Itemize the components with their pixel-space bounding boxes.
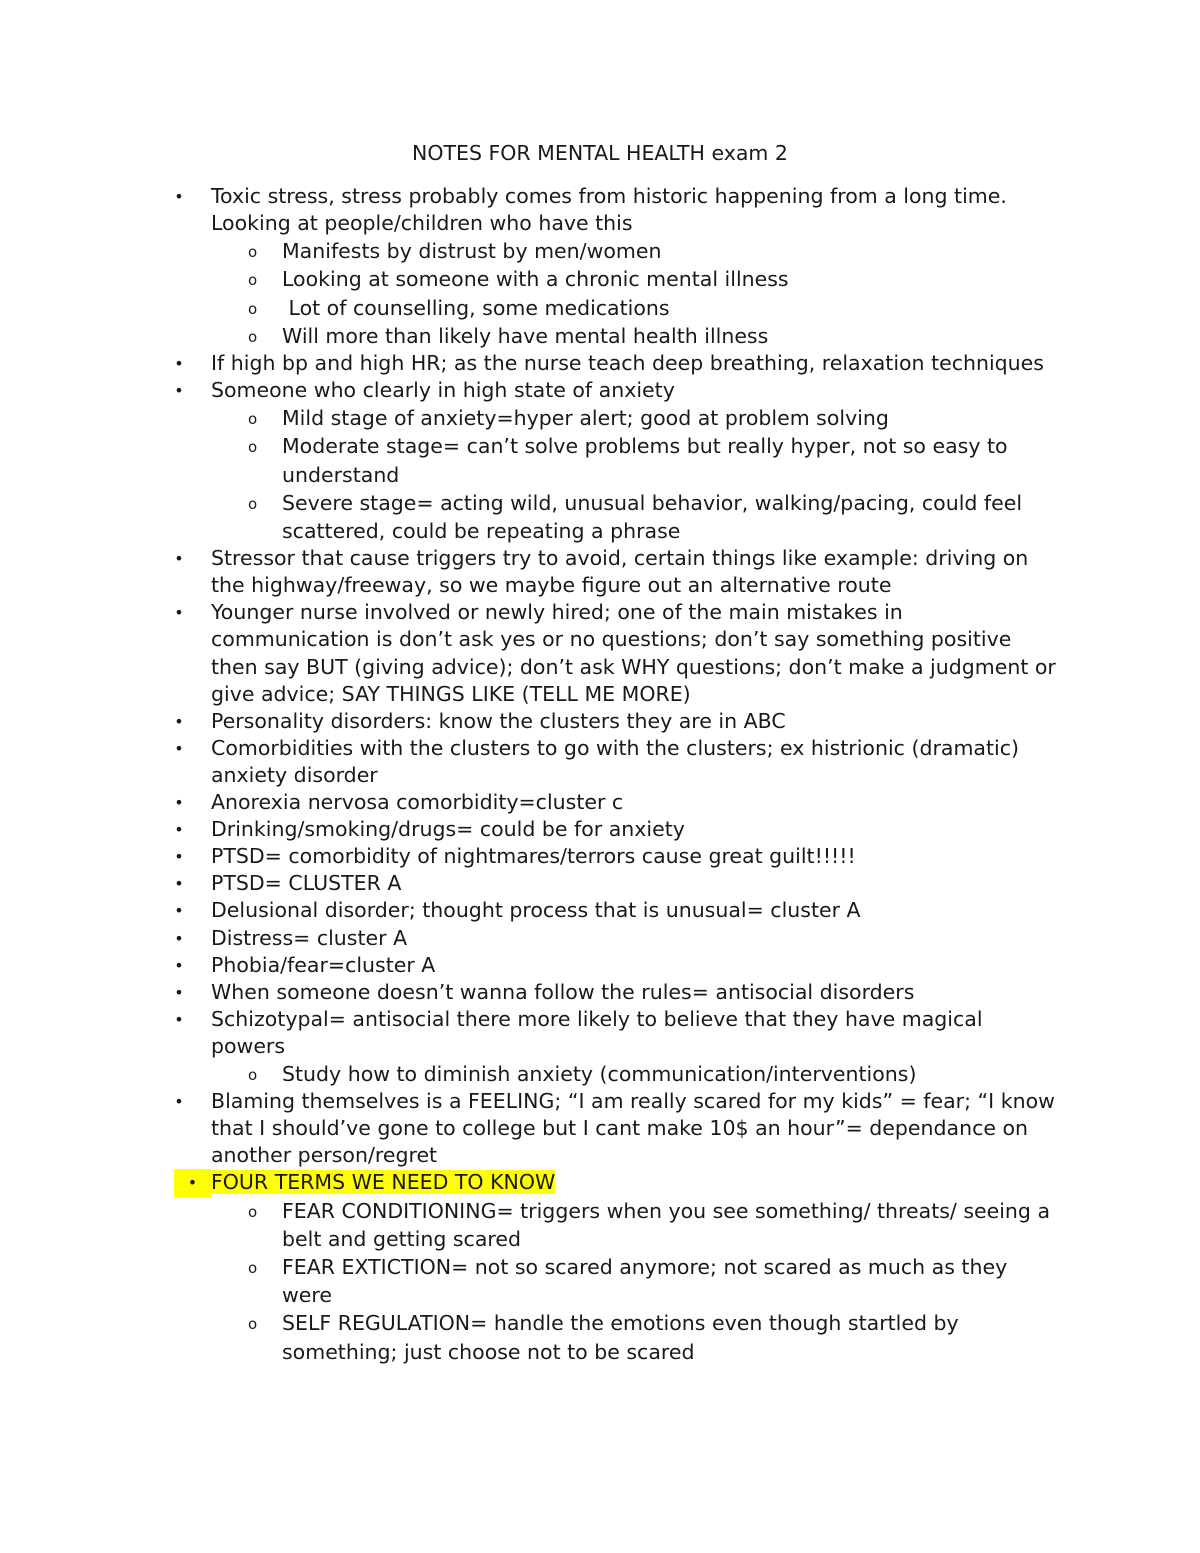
sub-bullet-icon: o [248,410,258,429]
highlighted-text: FOUR TERMS WE NEED TO KNOW [211,1170,556,1195]
sub-list-item [0,489,1056,545]
sub-list-item [0,322,1056,350]
list-item-text: Schizotypal= antisocial there more likely to believe that they have magical powers [211,1006,983,1058]
bullet-icon: • [174,603,184,623]
sub-bullet-icon: o [248,243,258,262]
sub-list-item [0,1309,1056,1365]
sub-list-item-text: Looking at someone with a chronic mental illness [282,267,789,292]
sub-list-item-text: Mild stage of anxiety=hyper alert; good at problem solving [282,406,889,431]
list-item-text: PTSD= comorbidity of nightmares/terrors cause great guilt!!!!! [211,844,856,869]
list-item-text: Comorbidities with the clusters to go with the clusters; ex histrionic (dramatic) anxiety disorder [211,735,1019,787]
bullet-icon: • [174,793,184,813]
bullet-icon: • [174,187,184,206]
list-item [0,870,1056,897]
list-item-text: Phobia/fear=cluster A [211,952,436,977]
list-item [0,789,1056,816]
list-item [0,183,1056,237]
sub-list-item [0,1253,1056,1309]
list-item [0,377,1056,404]
bullet-icon: • [174,1169,211,1196]
list-item [0,599,1056,707]
list-item-text: Someone who clearly in high state of anxiety [211,378,675,403]
list-item-text: Anorexia nervosa comorbidity=cluster c [211,790,624,815]
bullet-icon: • [174,901,184,921]
list-item-text: Distress= cluster A [211,925,408,950]
sub-bullet-icon: o [248,494,258,513]
list-item-text: Blaming themselves is a FEELING; “I am really scared for my kids” = fear; “I know that I should’ve gone to college but I cant make 10$ an hour”= dependance on another person/regret [211,1089,1055,1168]
bullet-icon: • [174,549,184,569]
sub-bullet-icon: o [248,1315,258,1334]
notes-list [0,183,1200,1366]
bullet-icon: • [174,1092,184,1112]
page-title: NOTES FOR MENTAL HEALTH exam 2 [412,141,788,165]
sub-list-item [0,294,1056,322]
list-item-text: If high bp and high HR; as the nurse teach deep breathing, relaxation techniques [211,351,1044,375]
sub-list-item [0,432,1056,488]
sub-list-item [0,265,1056,293]
sub-bullet-icon: o [248,299,258,318]
bullet-icon: • [174,738,184,758]
sub-bullet-icon: o [248,327,258,346]
list-item [0,897,1056,924]
bullet-icon: • [174,820,184,840]
list-item-text: Younger nurse involved or newly hired; one of the main mistakes in communication is don’t ask yes or no questions; don’t say something positive then say BUT (giving advice); don’t ask WHY questions; don’t make a judgment or give advice; SAY THINGS LIKE (TELL ME MORE) [211,600,1056,706]
sub-list-item [0,237,1056,265]
sub-list-item-text: Will more than likely have mental health illness [282,323,769,348]
list-item [0,735,1056,789]
sub-list-item-text: SELF REGULATION= handle the emotions even though startled by something; just choose not to be scared [282,1311,959,1364]
sub-list-item-text: Moderate stage= can’t solve problems but really hyper, not so easy to understand [282,434,1008,487]
list-item [0,925,1056,952]
sub-list-item-text: FEAR CONDITIONING= triggers when you see something/ threats/ seeing a belt and getting scared [282,1198,1051,1251]
list-item [0,1006,1056,1060]
list-item-text: Drinking/smoking/drugs= could be for anxiety [211,817,685,842]
sub-list-item-text: FEAR EXTICTION= not so scared anymore; not scared as much as they were [282,1254,1008,1308]
list-item [0,952,1056,979]
sub-list-item-text: Severe stage= acting wild, unusual behavior, walking/pacing, could feel scattered, could be repeating a phrase [282,490,1023,543]
sub-list-item-text: Lot of counselling, some medications [282,295,670,320]
bullet-icon: • [174,982,184,1002]
list-item [0,708,1056,735]
list-item-text: When someone doesn’t wanna follow the rules= antisocial disorders [211,979,915,1004]
list-item-text: Delusional disorder; thought process that is unusual= cluster A [211,898,861,923]
bullet-icon: • [174,381,184,401]
sub-bullet-icon: o [248,1258,258,1277]
bullet-icon: • [174,1009,184,1029]
sub-list-item-text: Manifests by distrust by men/women [282,239,662,264]
list-item [0,979,1056,1006]
sub-bullet-icon: o [248,438,258,457]
bullet-icon: • [174,955,184,975]
sub-list-item [0,1197,1056,1253]
list-item [0,816,1056,843]
list-item [0,545,1056,599]
bullet-icon: • [174,711,184,731]
list-item-text: PTSD= CLUSTER A [211,871,402,896]
sub-bullet-icon: o [248,271,258,290]
sub-bullet-icon: o [248,1065,258,1084]
list-item [0,843,1056,870]
list-item [0,1088,1056,1169]
list-item-text: Personality disorders: know the clusters they are in ABC [211,708,786,733]
sub-list-item [0,404,1056,432]
bullet-icon: • [174,928,184,948]
list-item-text: Toxic stress, stress probably comes from historic happening from a long time. Looking at people/children who have this [211,184,1007,236]
sub-list-item [0,1060,1056,1088]
highlighted-list-item [0,1169,1056,1196]
sub-bullet-icon: o [248,1202,258,1221]
sub-list-item-text: Study how to diminish anxiety (communication/interventions) [282,1061,917,1086]
list-item-text: Stressor that cause triggers try to avoid, certain things like example: driving on the highway/freeway, so we maybe figure out an alternative route [211,546,1029,598]
bullet-icon: • [174,874,184,894]
bullet-icon: • [174,354,184,373]
bullet-icon: • [174,847,184,867]
list-item [0,350,1056,377]
